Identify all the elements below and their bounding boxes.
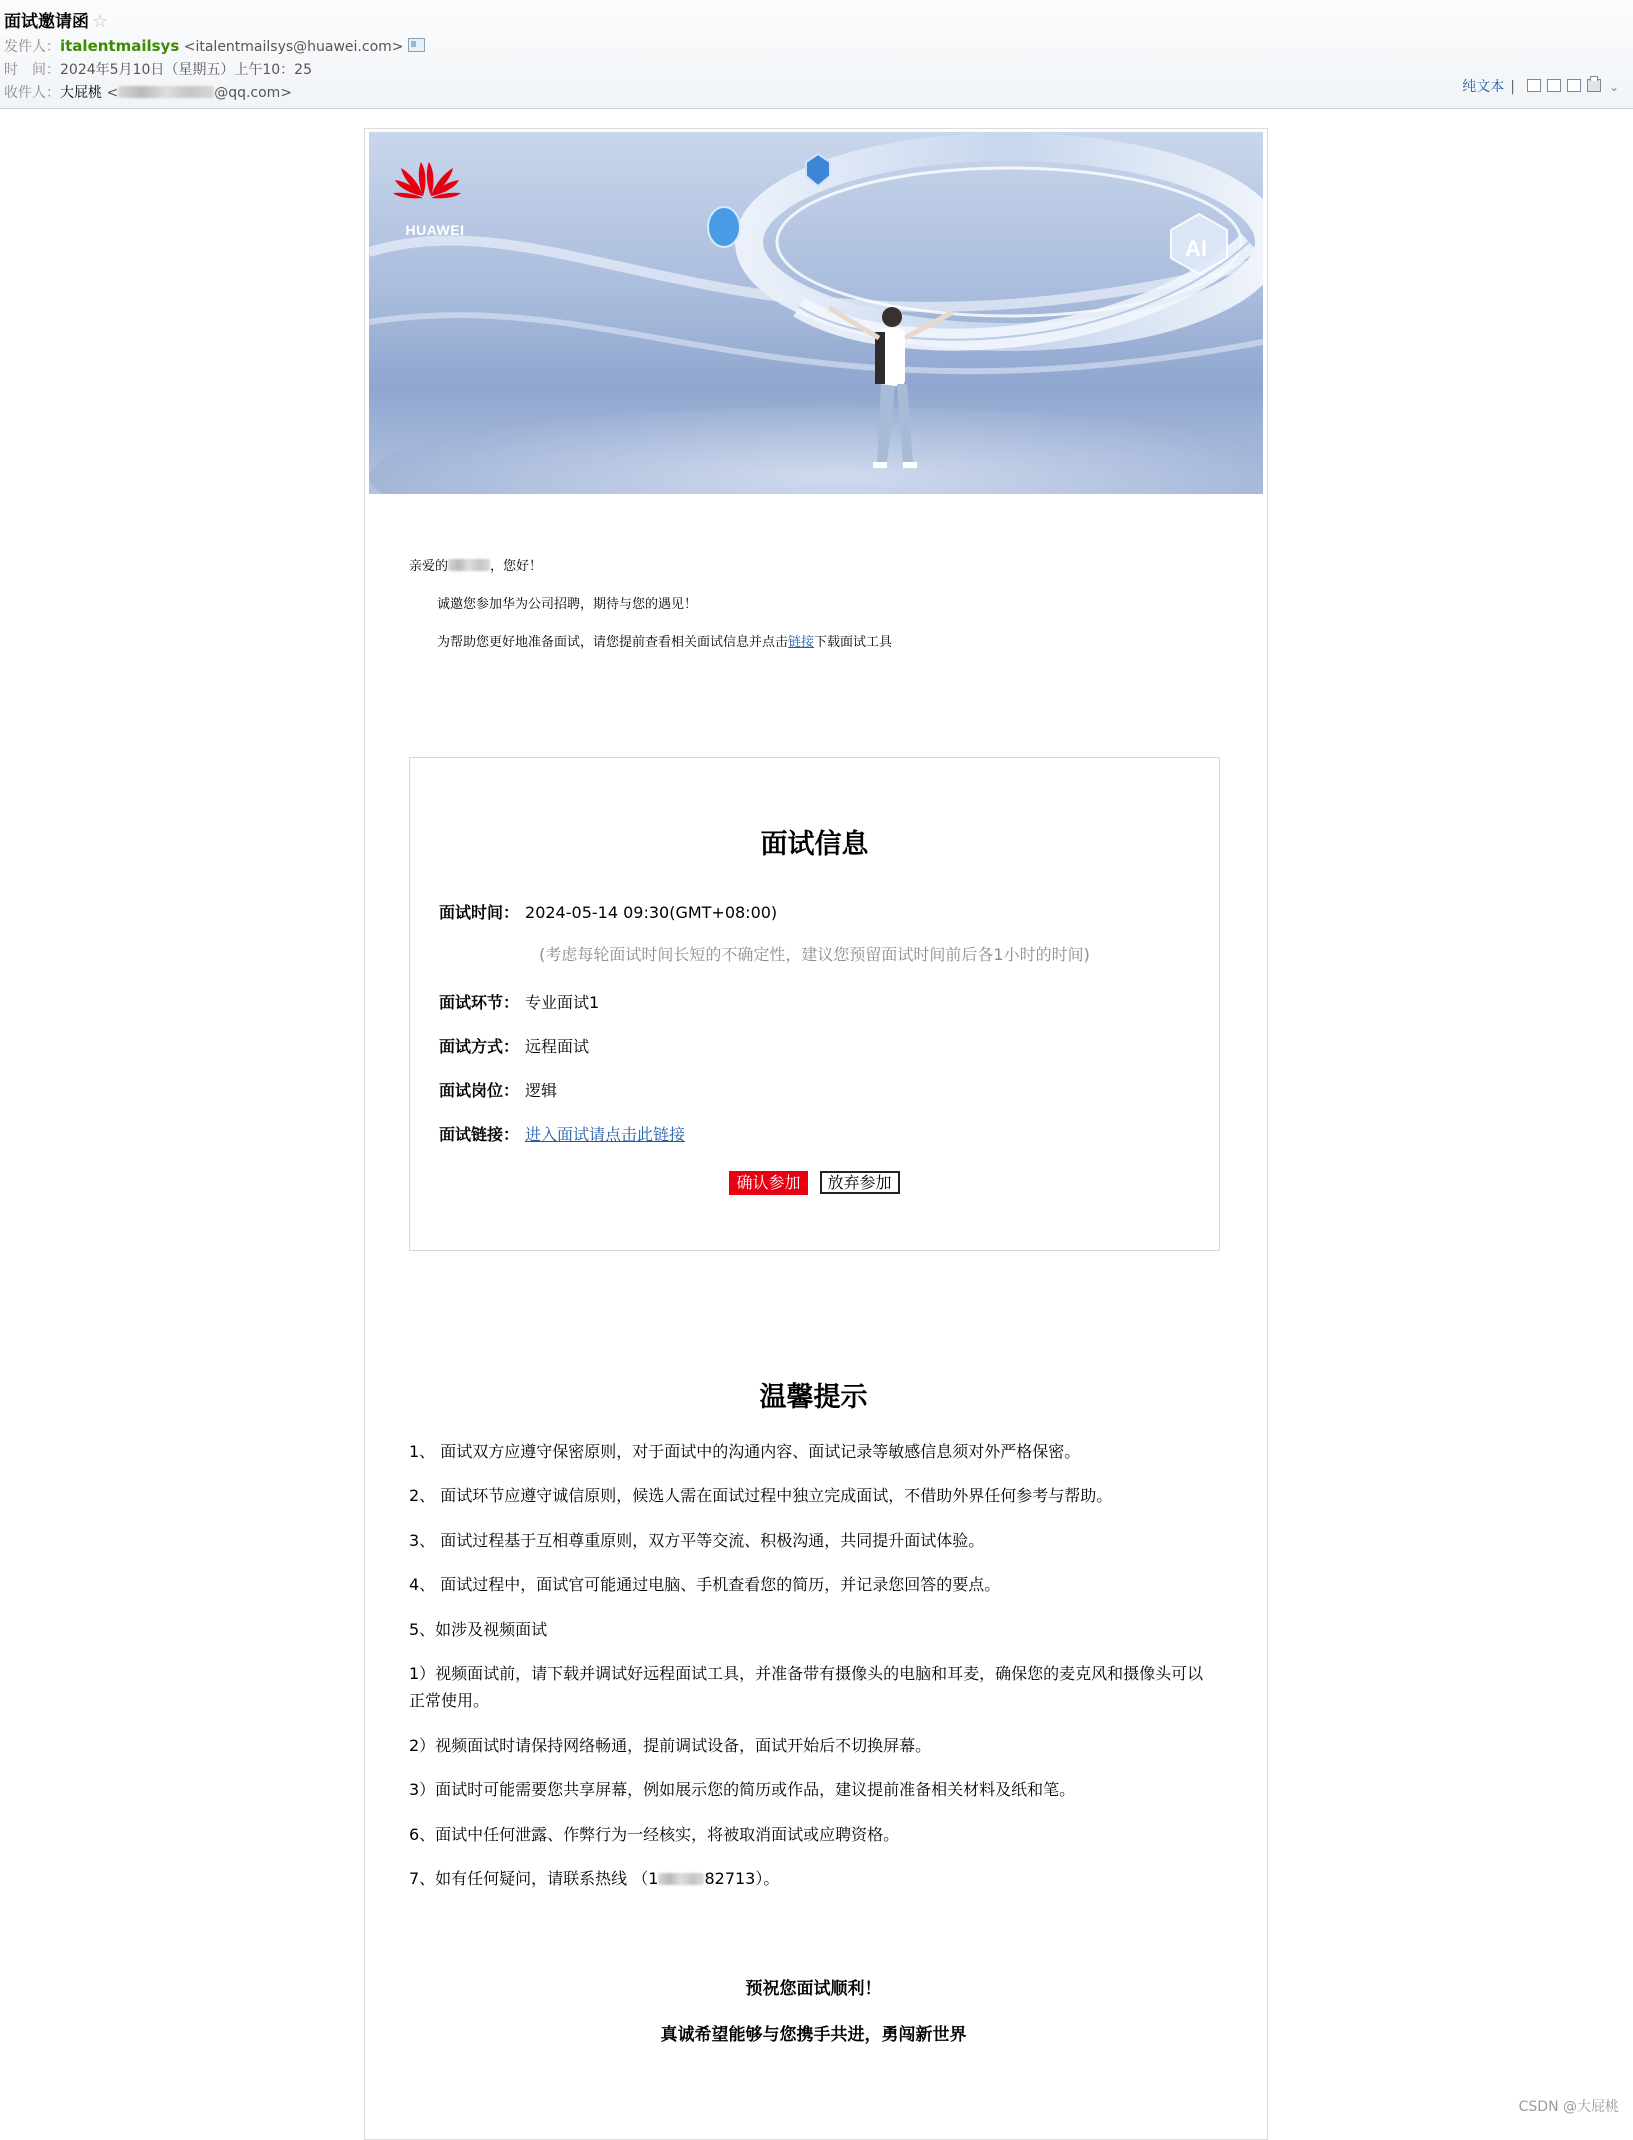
invite-line: 诚邀您参加华为公司招聘，期待与您的遇见！: [437, 597, 698, 612]
tip-item: 6、面试中任何泄露、作弊行为一经核实，将被取消面试或应聘资格。: [409, 1825, 900, 1844]
from-label: 发件人：: [4, 39, 60, 55]
tip-item: 3、 面试过程基于互相尊重原则，双方平等交流、积极沟通，共同提升面试体验。: [409, 1531, 985, 1550]
mail-content: [364, 128, 1268, 2140]
interview-time-row: [439, 900, 777, 923]
confirm-attend-button[interactable]: 确认参加: [729, 1171, 807, 1195]
interview-time-label: 面试时间：: [439, 903, 520, 922]
interview-position-value: 逻辑: [525, 1081, 558, 1100]
prep-line: [437, 631, 892, 650]
print-icon[interactable]: [1587, 79, 1601, 92]
tip-hotline: [409, 1865, 1219, 1892]
subject-text: 面试邀请函: [4, 12, 89, 32]
tip-item: 5、如涉及视频面试: [409, 1620, 548, 1639]
download-tool-link[interactable]: 链接: [788, 635, 815, 650]
interview-mode-value: 远程面试: [525, 1037, 590, 1056]
interview-time-note: (考虑每轮面试时间长短的不确定性，建议您预留面试时间前后各1小时的时间): [539, 945, 1090, 964]
rsvp-buttons: [410, 1171, 1219, 1195]
huawei-logo-icon: [393, 162, 461, 198]
toolbar-separator: |: [1510, 79, 1515, 95]
to-label: 收件人：: [4, 85, 60, 101]
hotline-prefix: 7、如有任何疑问，请联系热线 （1: [409, 1869, 659, 1888]
time-row: [4, 59, 312, 79]
greeting-prefix: 亲爱的: [409, 559, 449, 574]
interview-position-label: 面试岗位：: [439, 1081, 520, 1100]
interview-stage-value: 专业面试1: [525, 993, 600, 1012]
plaintext-link[interactable]: 纯文本: [1462, 79, 1505, 95]
recipient-redacted: [118, 86, 214, 98]
sender-name[interactable]: italentmailsys: [60, 37, 180, 55]
interview-link-row: [439, 1122, 685, 1145]
interview-info-title: 面试信息: [760, 829, 869, 860]
interview-link-label: 面试链接：: [439, 1125, 520, 1144]
recipient-name[interactable]: 大屁桃: [60, 85, 102, 101]
tips-title: 温馨提示: [759, 1382, 868, 1413]
time-label: 时 间：: [4, 62, 60, 78]
greeting-suffix: ，您好！: [490, 559, 543, 574]
recipient-suffix: @qq.com>: [214, 85, 293, 101]
sender-address: <italentmailsys@huawei.com>: [183, 39, 404, 55]
new-window-icon[interactable]: [1527, 79, 1541, 92]
prep-before: 为帮助您更好地准备面试，请您提前查看相关面试信息并点击: [437, 635, 789, 650]
interview-info-box: [409, 757, 1220, 1251]
time-value: 2024年5月10日（星期五）上午10：25: [60, 62, 312, 78]
interview-stage-row: [439, 990, 599, 1013]
hotline-redacted: [658, 1873, 704, 1885]
mail-subject: [4, 7, 108, 32]
mail-header: [0, 0, 1633, 109]
to-row: [4, 82, 292, 102]
watermark: CSDN @大屁桃: [1518, 2099, 1619, 2115]
fullscreen-icon[interactable]: [1547, 79, 1561, 92]
interview-position-row: [439, 1078, 557, 1101]
huawei-banner: [369, 132, 1263, 494]
greeting-line: [409, 555, 542, 574]
from-row: [4, 36, 425, 56]
tip-item: 2、 面试环节应遵守诚信原则，候选人需在面试过程中独立完成面试，不借助外界任何参考与帮助。: [409, 1486, 1113, 1505]
interview-time-value: 2024-05-14 09:30(GMT+08:00): [525, 903, 778, 922]
ai-badge-text: AI: [1185, 236, 1207, 261]
prep-after: 下载面试工具: [814, 635, 893, 650]
contact-card-icon[interactable]: [408, 38, 425, 52]
banner-artwork: [369, 132, 1263, 494]
join-interview-link[interactable]: 进入面试请点击此链接: [525, 1125, 686, 1144]
header-toolbar: [1462, 76, 1619, 96]
decline-attend-button[interactable]: 放弃参加: [820, 1171, 900, 1194]
star-icon[interactable]: ☆: [92, 11, 109, 32]
name-redacted: [448, 559, 490, 571]
hotline-suffix: 82713）。: [704, 1869, 780, 1888]
closing-message: 真诚希望能够与您携手共进，勇闯新世界: [660, 2025, 967, 2045]
interview-mode-label: 面试方式：: [439, 1037, 520, 1056]
tip-item: 3）面试时可能需要您共享屏幕，例如展示您的简历或作品，建议提前准备相关材料及纸和笔。: [409, 1780, 1076, 1799]
recipient-prefix: <: [106, 85, 119, 101]
interview-stage-label: 面试环节：: [439, 993, 520, 1012]
expand-icon[interactable]: ⌄: [1608, 80, 1619, 94]
interview-mode-row: [439, 1034, 589, 1057]
closing-wish: 预祝您面试顺利！: [745, 1979, 882, 1999]
logo-text: HUAWEI: [405, 222, 465, 238]
tip-item: 1）视频面试前，请下载并调试好远程面试工具，并准备带有摄像头的电脑和耳麦，确保您的麦克风和摄像头可以正常使用。: [409, 1664, 1204, 1710]
tip-item: 4、 面试过程中，面试官可能通过电脑、手机查看您的简历，并记录您回答的要点。: [409, 1575, 1001, 1594]
huawei-logo: [403, 220, 467, 238]
tip-item: 1、 面试双方应遵守保密原则，对于面试中的沟通内容、面试记录等敏感信息须对外严格保密。: [409, 1442, 1081, 1461]
tip-item: 2）视频面试时请保持网络畅通，提前调试设备，面试开始后不切换屏幕。: [409, 1736, 932, 1755]
archive-icon[interactable]: [1567, 79, 1581, 92]
